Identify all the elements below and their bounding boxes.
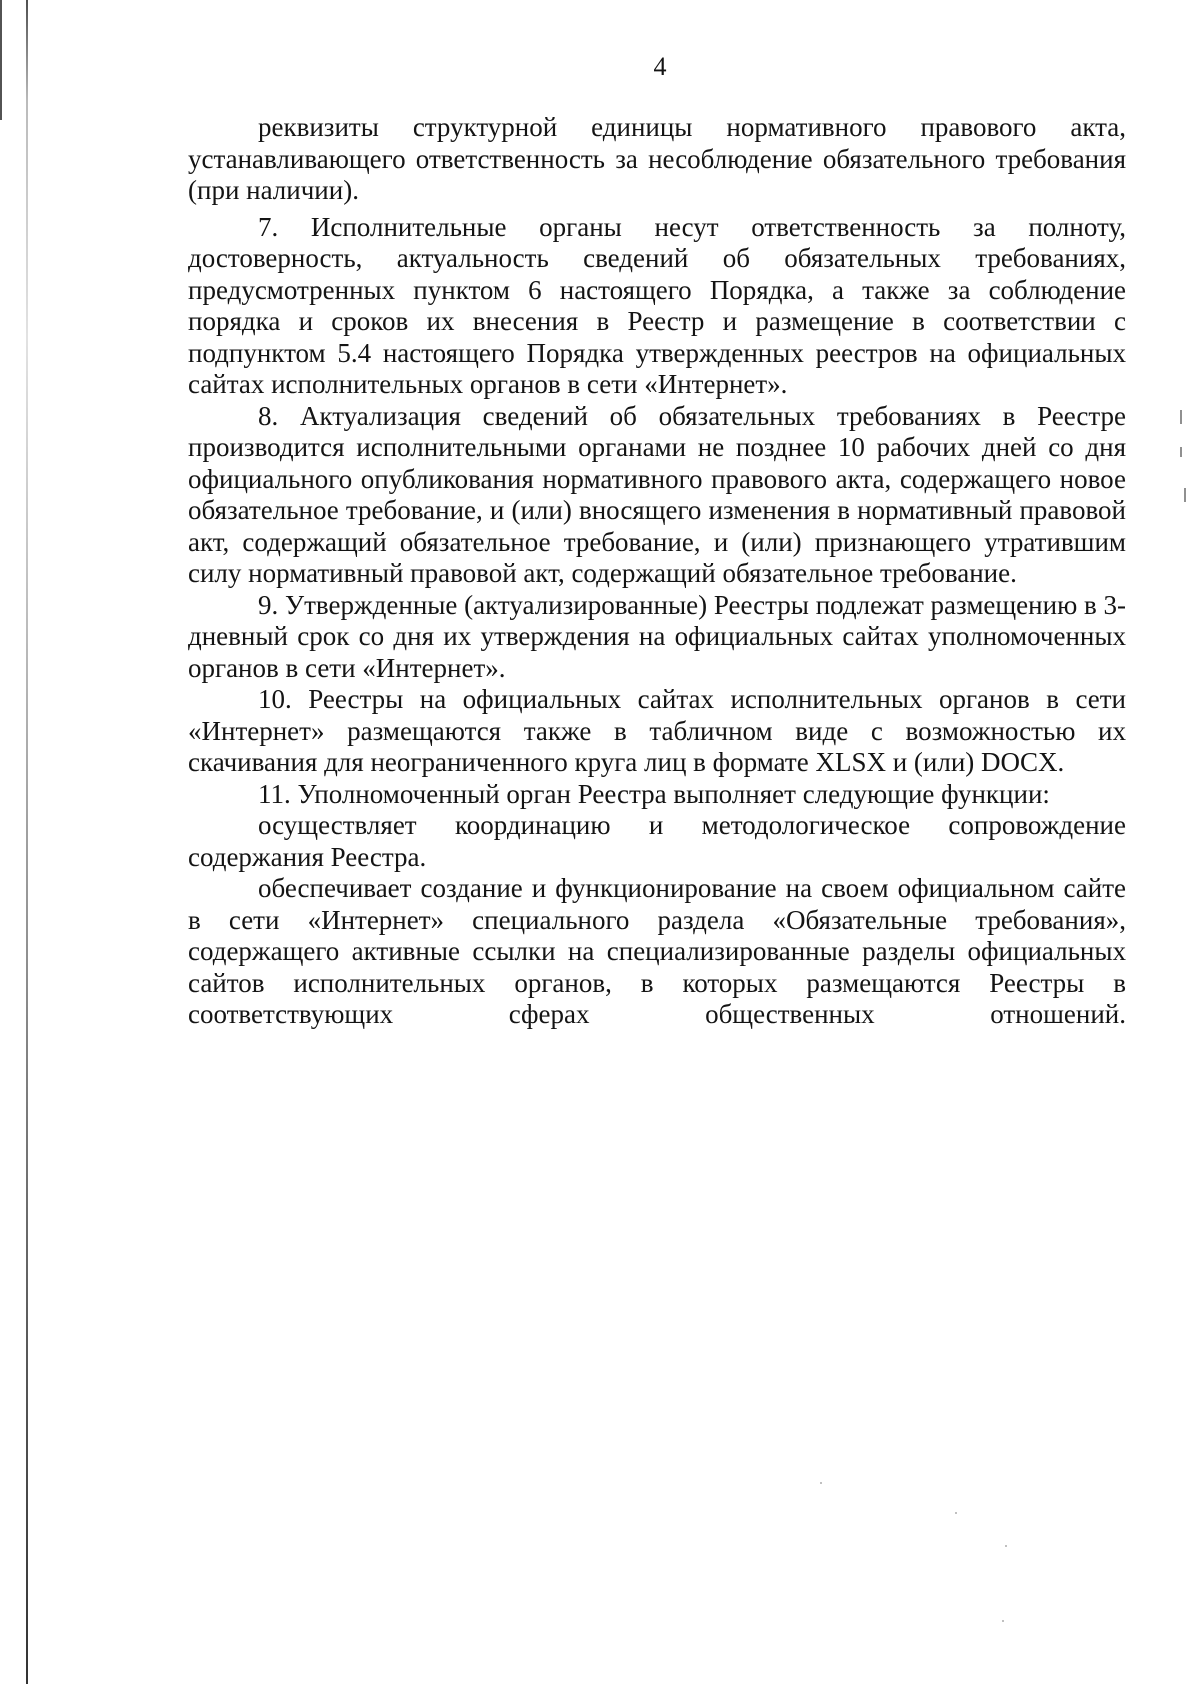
paragraph-11-coordination: осуществляет координацию и методологическое сопровождение содержания Реестра. — [188, 810, 1126, 872]
document-body — [188, 112, 1126, 1031]
paragraph-11-website-section: обеспечивает создание и функционирование на своем официальном сайте в сети «Интернет» специального раздела «Обязательные требования», содержащего активные ссылки на специализированные разделы официальных сайтов исполнительных органов, в которых размещаются Реестры в соответствующих сферах общественных отношений. — [188, 873, 1126, 1029]
scan-mark — [1180, 447, 1182, 457]
scan-mark — [1184, 488, 1186, 502]
dust-speck — [1002, 1620, 1004, 1622]
scan-edge-artifact — [26, 0, 28, 1684]
page-number: 4 — [653, 52, 667, 81]
paragraph-8: 8. Актуализация сведений об обязательных требованиях в Реестре производится исполнительными органами не позднее 10 рабочих дней со дня официального опубликования нормативного правового акта, содержащего новое обязательное требование, и (или) вносящего изменения в нормативный правовой акт, содержащий обязательное требование, и (или) признающего утратившим силу нормативный правовой акт, содержащий обязательное требование. — [188, 400, 1126, 588]
paragraph-7: 7. Исполнительные органы несут ответственность за полноту, достоверность, актуальность сведений об обязательных требованиях, предусмотренных пунктом 6 настоящего Порядка, а также за соблюдение порядка и сроков их внесения в Реестр и размещение в соответствии с подпунктом 5.4 настоящего Порядка утвержденных реестров на официальных сайтах исполнительных органов в сети «Интернет». — [188, 211, 1126, 399]
paragraph-11: 11. Уполномоченный орган Реестра выполняет следующие функции: — [258, 778, 1050, 809]
paragraph-9: 9. Утвержденные (актуализированные) Реестры подлежат размещению в 3-дневный срок со дня их утверждения на официальных сайтах уполномоченных органов в сети «Интернет». — [188, 589, 1126, 683]
dust-speck — [820, 1482, 822, 1484]
dust-speck — [1005, 1545, 1007, 1547]
scan-mark — [1180, 410, 1182, 424]
dust-speck — [955, 1512, 957, 1514]
paragraph-requisites: реквизиты структурной единицы нормативного правового акта, устанавливающего ответственность за несоблюдение обязательного требования (при наличии). — [188, 112, 1126, 205]
paragraph-10: 10. Реестры на официальных сайтах исполнительных органов в сети «Интернет» размещаются также в табличном виде с возможностью их скачивания для неограниченного круга лиц в формате XLSX и (или) DOCX. — [188, 684, 1126, 777]
